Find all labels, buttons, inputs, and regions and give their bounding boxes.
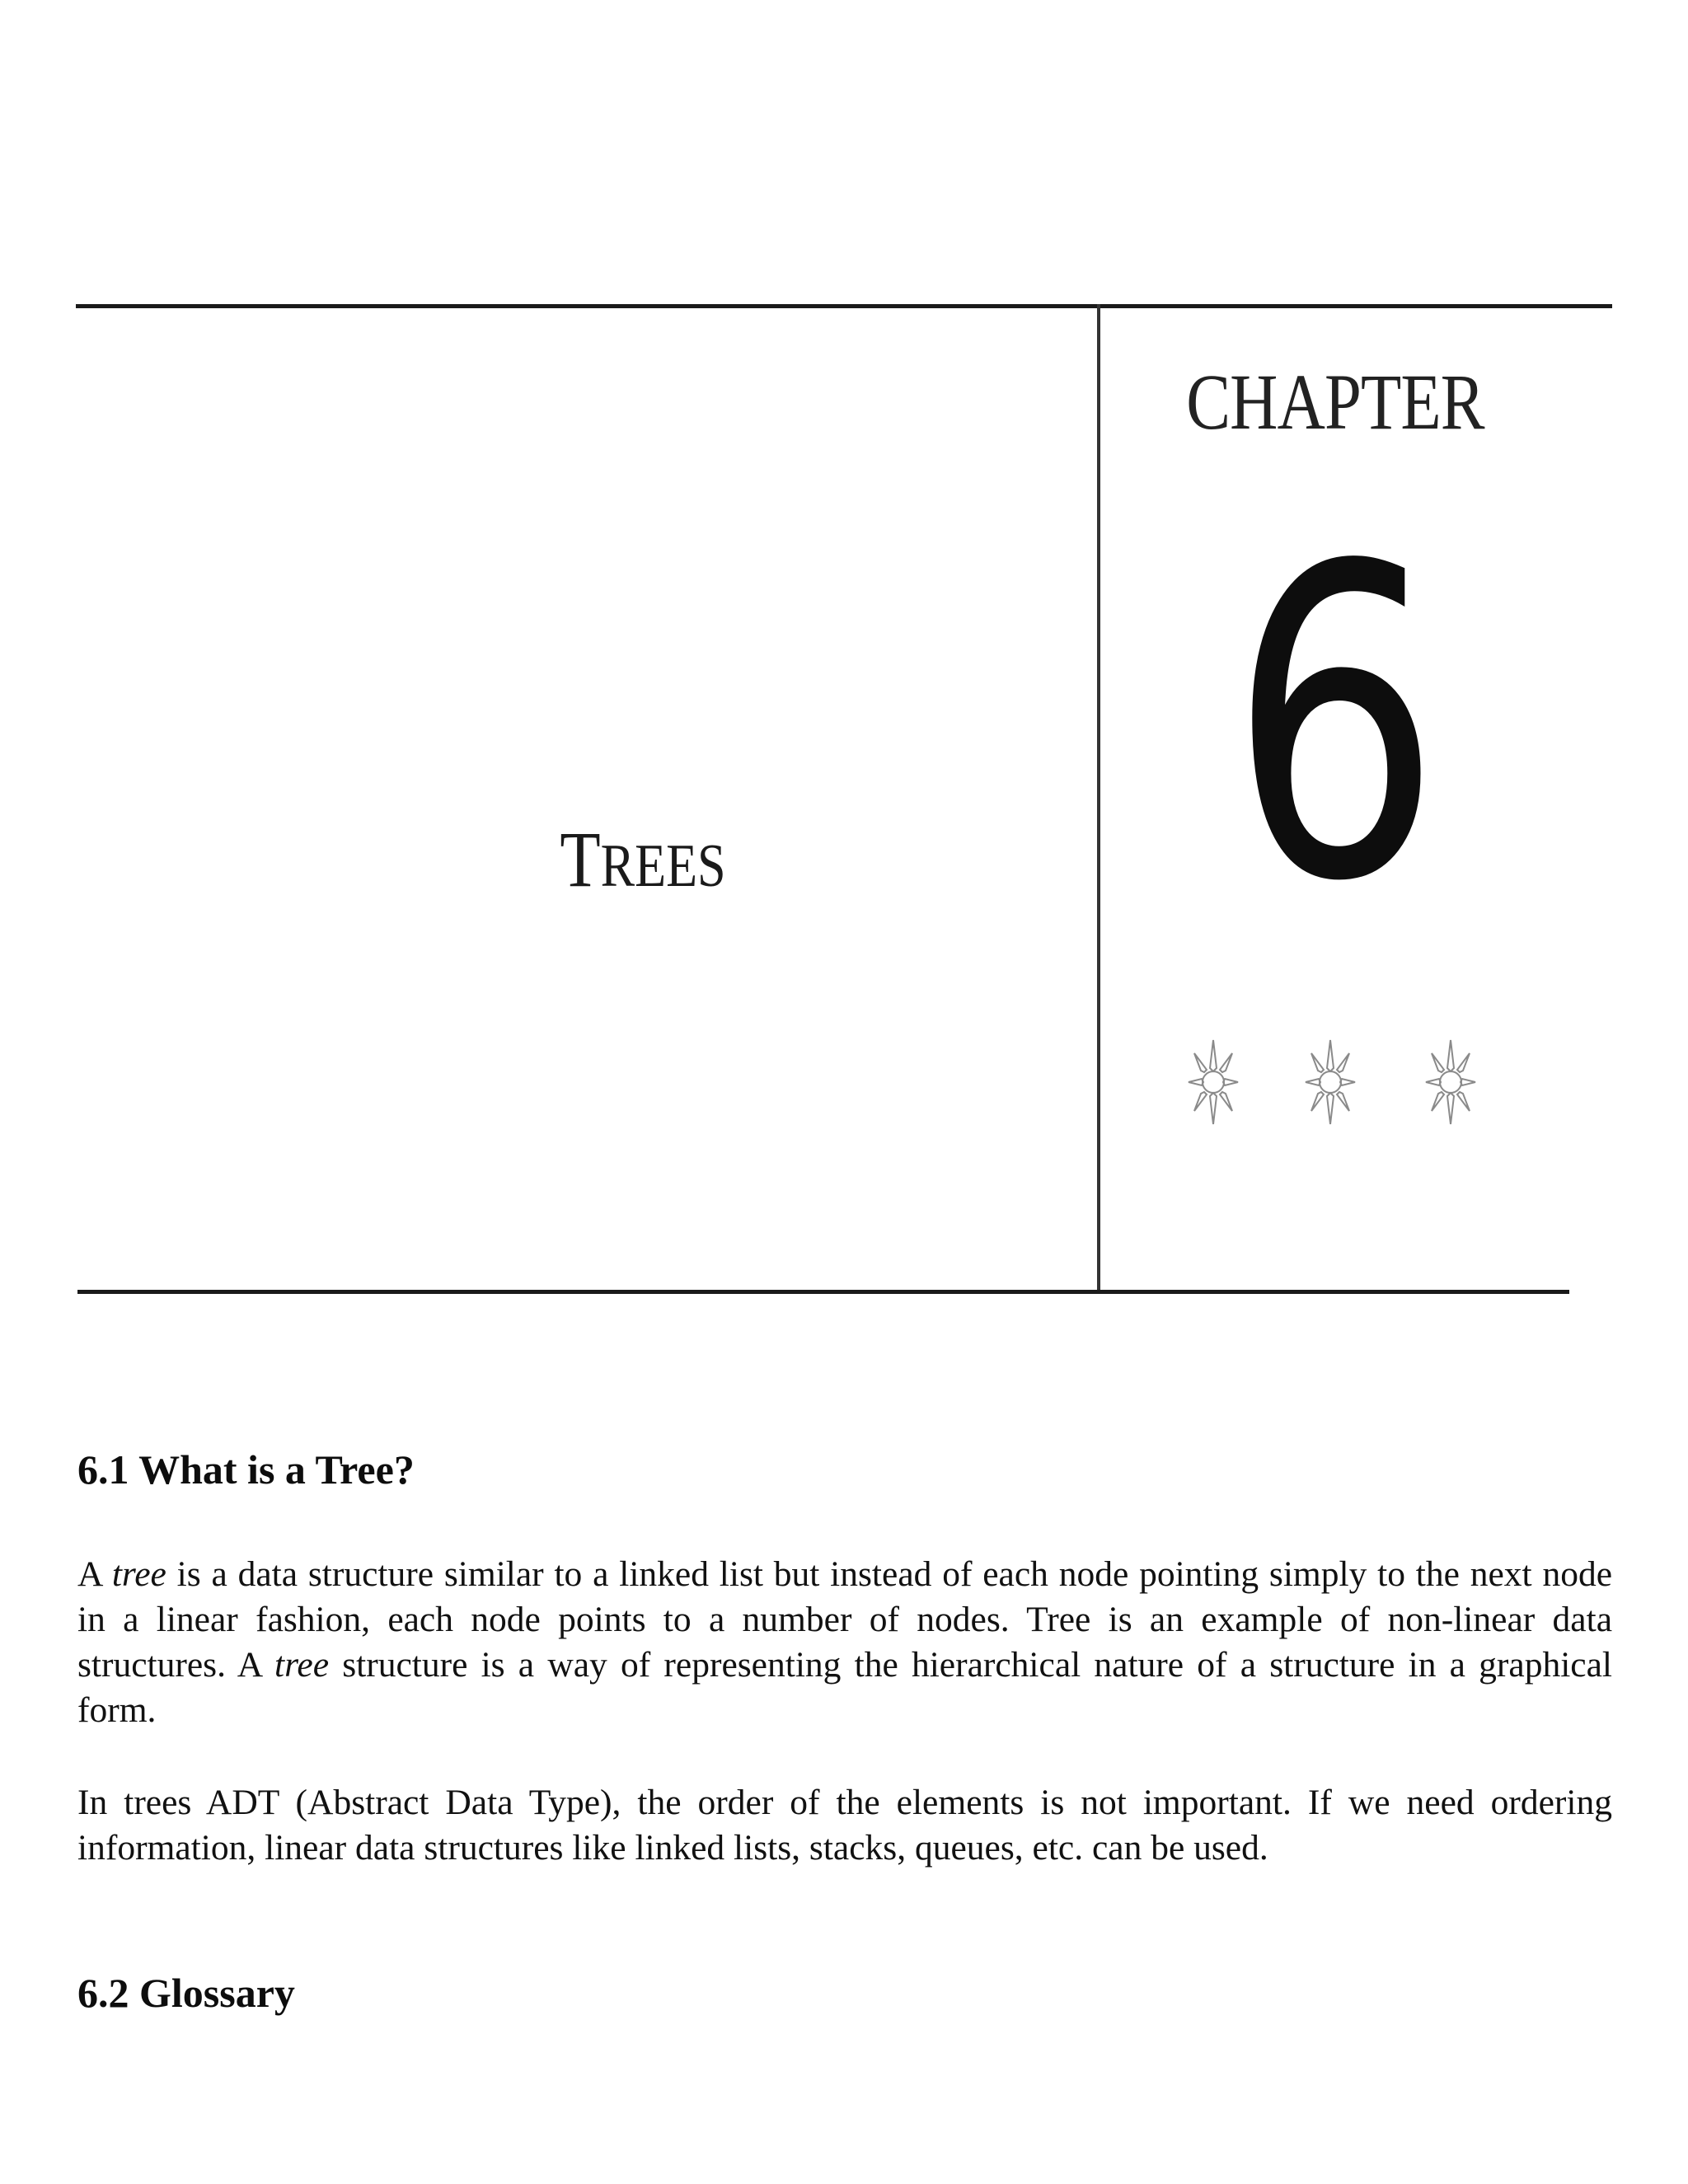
chapter-ornaments [1187,1037,1517,1127]
sun-ornament-icon [1424,1037,1477,1127]
chapter-title [490,815,795,903]
chapter-title-initial: T [560,815,601,903]
sun-ornament-icon [1187,1037,1240,1127]
chapter-label: CHAPTER [1186,358,1484,446]
paragraph-text: A [77,1554,112,1594]
section-heading-6-2: 6.2 Glossary [77,1970,295,2016]
emphasized-term: tree [274,1645,330,1685]
section-heading-6-1: 6.1 What is a Tree? [77,1446,415,1493]
sun-ornament-icon [1304,1037,1357,1127]
chapter-divider-rule [1097,304,1100,1293]
chapter-top-rule [76,304,1612,308]
chapter-bottom-rule [77,1290,1569,1294]
paragraph-text: is a data structure similar to a linked list but instead of each node pointing simply to the next node in a linear fashion, each node points to a number of nodes. Tree is an example of non-linear data structures. A [77,1554,1613,1685]
section-6-1-paragraph-1 [77,1552,1612,1733]
chapter-number: 6 [1228,476,1442,975]
emphasized-term: tree [111,1554,166,1594]
paragraph-text: structure is a way of representing the hierarchical nature of a structure in a graphical form. [77,1645,1612,1730]
chapter-title-rest: REES [600,832,726,900]
section-6-1-paragraph-2: In trees ADT (Abstract Data Type), the order of the elements is not important. If we need ordering information, linear data structures like linked lists, stacks, queues, etc. can be used. [77,1783,1612,1868]
